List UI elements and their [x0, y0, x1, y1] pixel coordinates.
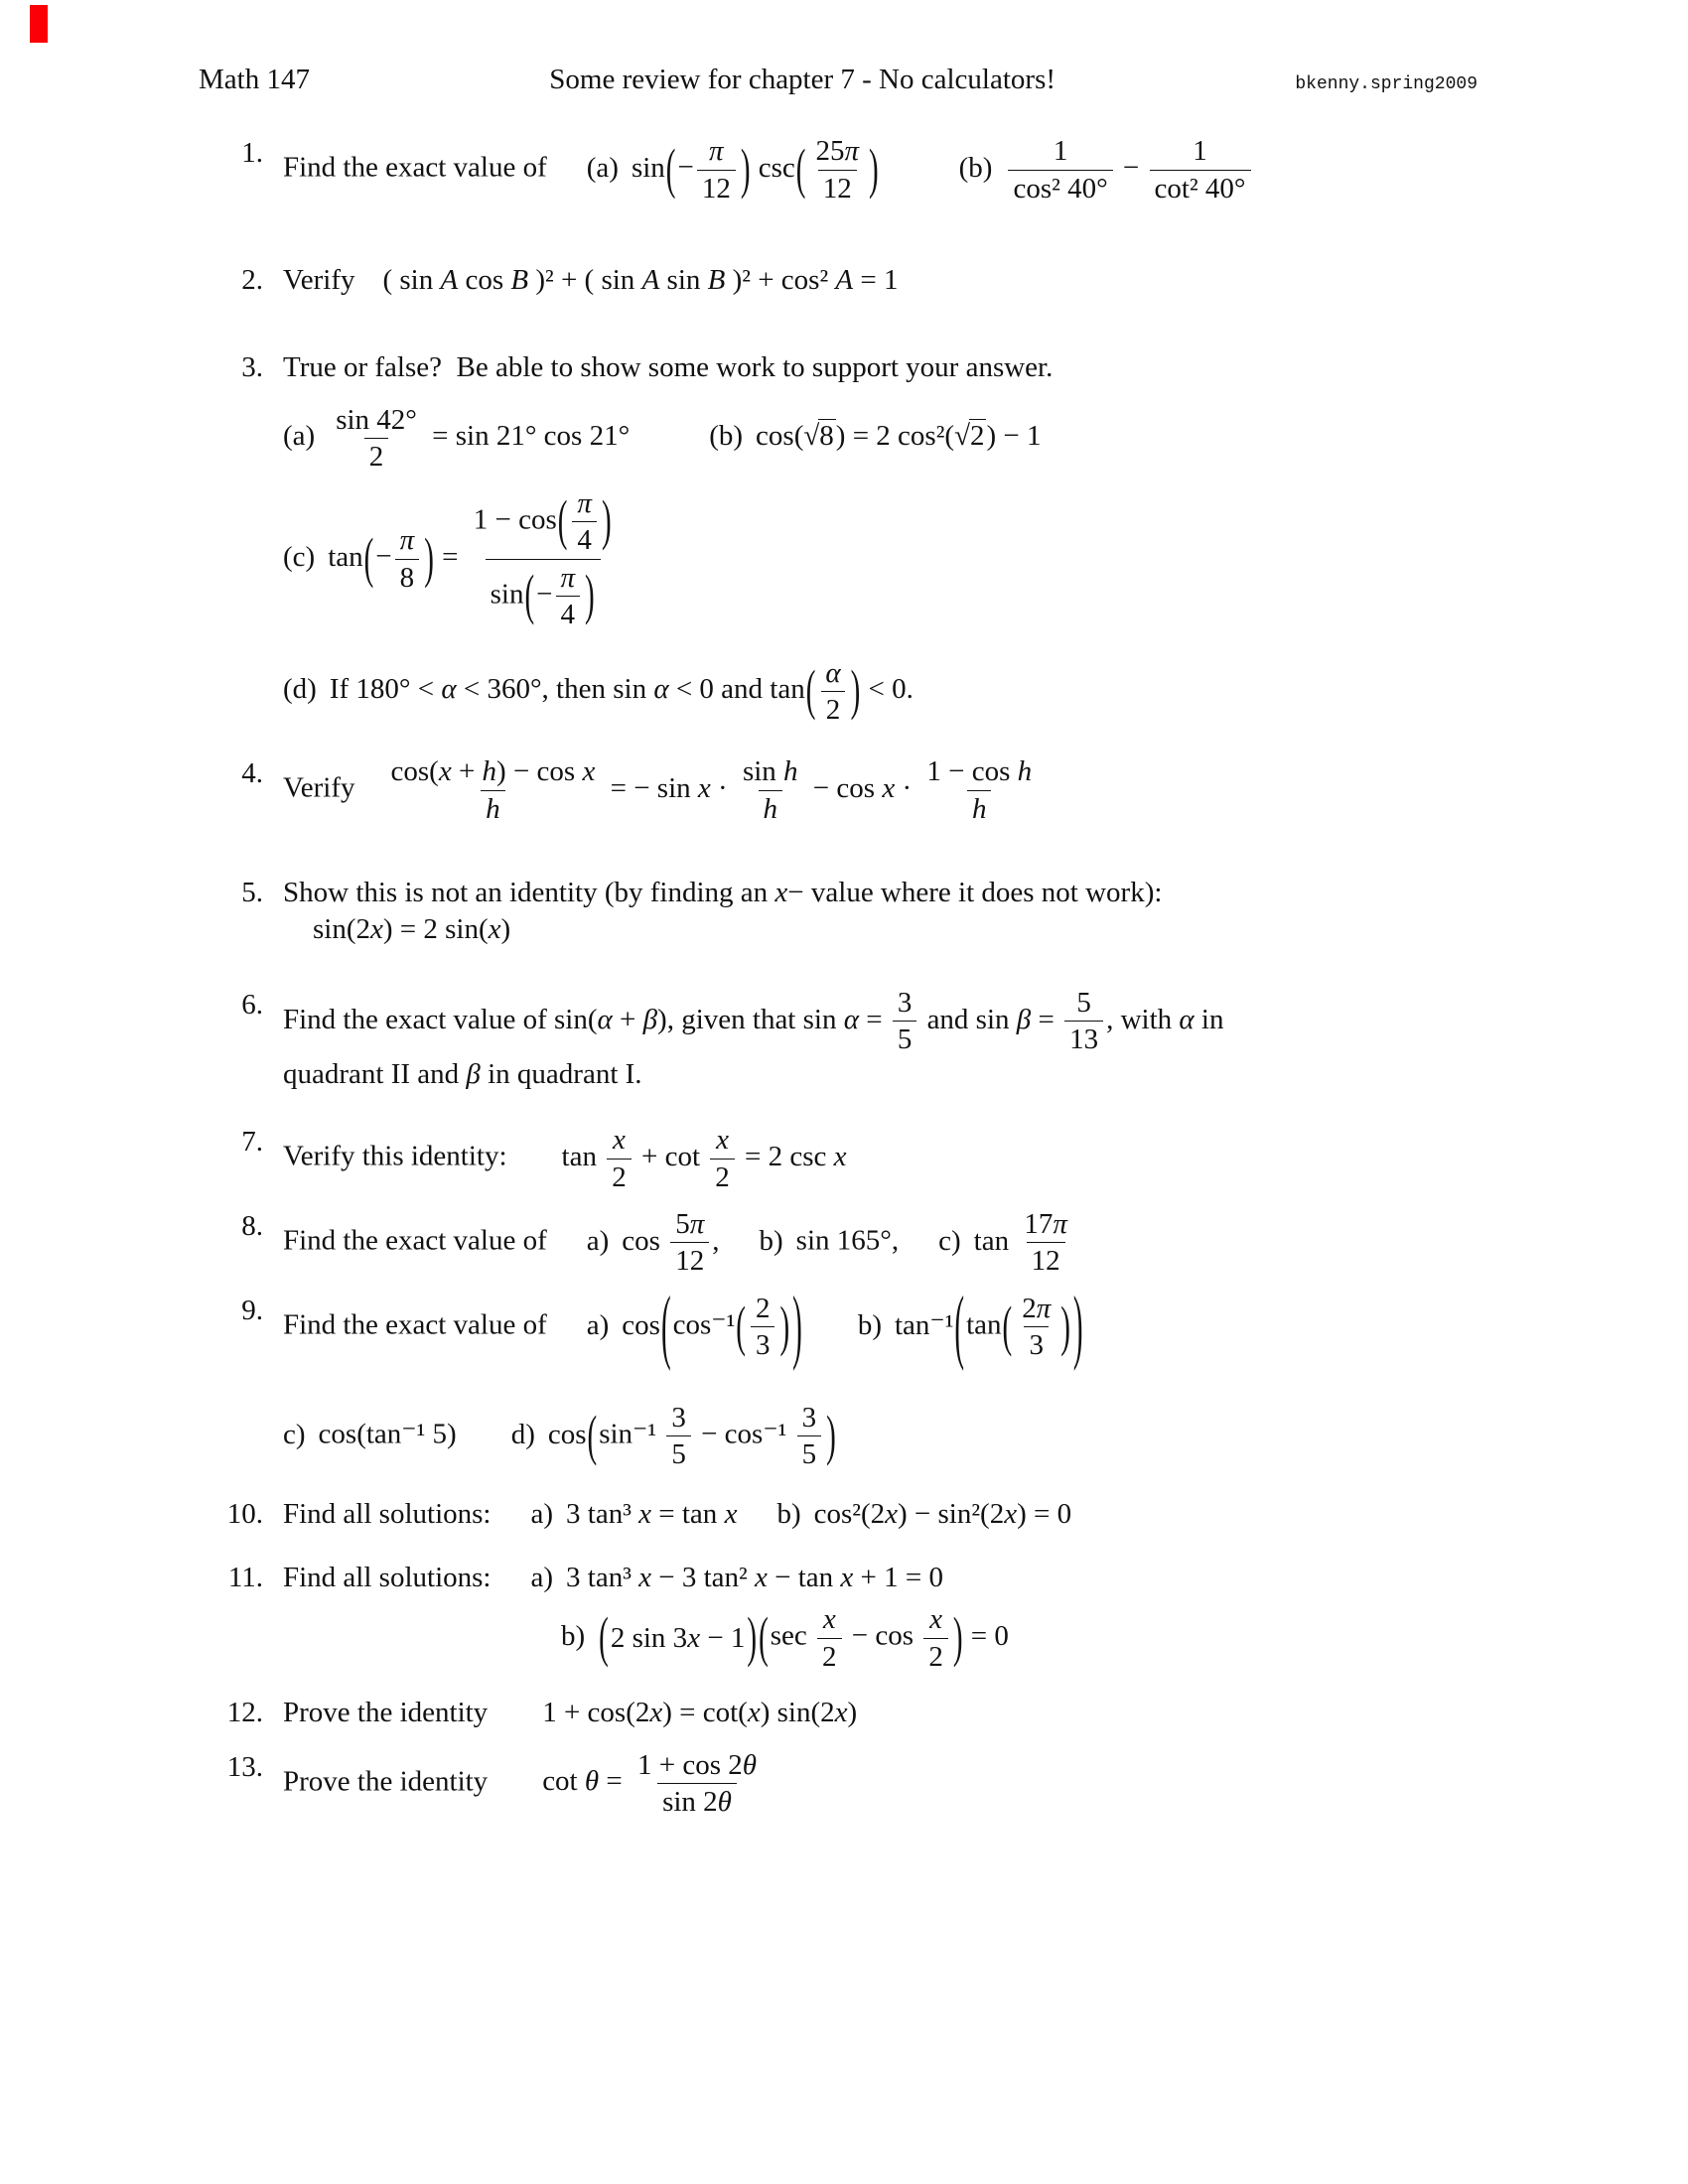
problem-2	[194, 262, 1539, 298]
formula-3d: If 180° < α < 360°, then sin α < 0 and tan ( $\frac{\alpha}{2}$ ) < 0.	[329, 656, 914, 726]
problem-6	[194, 987, 1539, 1092]
formula-2: ( sin A cos B )² + ( sin A sin B )² + cos² A = 1	[382, 264, 899, 297]
formula-3b: cos(√8) = 2 cos²(√2) − 1	[756, 420, 1042, 453]
formula-1a: sin ( − $\frac{\pi}{12}$ ) csc ( $\frac{25\pi}{12}$ )	[631, 135, 879, 205]
problem-5	[194, 875, 1539, 947]
problem-text: Prove the identity	[283, 1765, 489, 1798]
part-label-b: (b)	[958, 151, 993, 184]
problem-12-row	[283, 1695, 1539, 1730]
formula-11b: ( 2 sin 3x − 1 ) ( sec $\frac{x}{2}$ − cos $\frac{x}{2}$ ) = 0	[599, 1603, 1009, 1673]
problem-10	[194, 1496, 1539, 1532]
problem-1-row	[283, 135, 1539, 205]
formula-3a: $\frac{\sin 42^\circ}{2}$ = sin 21° cos 21°	[336, 403, 631, 474]
problem-6-line1	[283, 987, 1539, 1056]
problem-13	[194, 1749, 1539, 1819]
part-label-c: c)	[283, 1418, 306, 1450]
problem-5-line2	[313, 911, 1539, 947]
problem-number: 2.	[241, 264, 263, 297]
part-label-a: (a)	[586, 151, 619, 184]
problem-4-row	[283, 755, 1539, 825]
part-label-b: (b)	[709, 420, 744, 453]
problem-7-row	[283, 1124, 1539, 1193]
problem-4	[194, 755, 1539, 825]
problem-number: 8.	[241, 1210, 263, 1242]
problem-number: 10.	[226, 1497, 263, 1530]
red-marker	[30, 5, 48, 43]
problem-7	[194, 1124, 1539, 1193]
problem-11	[194, 1560, 1539, 1673]
formula-4: $\frac{\text{cos(x + h) − cos x}}{h}$ = − sin x · $\frac{\text{sin h}}{h}$ − cos x · $\frac{\text{1 − cos h}}{h}$	[390, 755, 1033, 825]
problem-text: Find the exact value of	[283, 1224, 547, 1257]
problem-1	[194, 135, 1539, 205]
formula-8c: tan $\frac{17\pi}{12}$	[973, 1208, 1067, 1278]
problem-number: 1.	[241, 137, 263, 170]
problem-11-row-b	[561, 1603, 1539, 1673]
formula-3c: tan ( − $\frac{\pi}{8}$ ) = 1 − cos ( $\frac{\pi}{4}$ ) sin ( − $\frac{\pi}{4}$ )	[328, 486, 612, 631]
formula-6: Find the exact value of sin(α + β), given that sin α = $\frac{3}{5}$ and sin β = $\frac{5}{13}$ , with α in	[283, 986, 1224, 1056]
part-label-a: a)	[586, 1224, 610, 1257]
part-label-c: c)	[938, 1224, 961, 1257]
page-title: Some review for chapter 7 - No calculators!	[549, 64, 1056, 95]
problem-number: 9.	[241, 1294, 263, 1326]
problem-text: Show this is not an identity (by finding an x− value where it does not work):	[283, 877, 1163, 909]
problem-number: 7.	[241, 1126, 263, 1159]
formula-9d: cos ( sin⁻¹ $\frac{3}{5}$ − cos⁻¹ $\frac{3}{5}$ )	[547, 1401, 836, 1471]
problem-2-row	[283, 262, 1539, 298]
problem-number: 3.	[241, 351, 263, 384]
problem-text: Find the exact value of	[283, 1308, 547, 1341]
problem-3-row-c	[283, 487, 1539, 631]
part-label-b: b)	[857, 1308, 882, 1341]
problem-3-row-ab	[283, 404, 1539, 474]
formula-7: tan $\frac{x}{2}$ + cot $\frac{x}{2}$ = 2 csc x	[561, 1124, 847, 1193]
formula-1b: $\frac{1}{\text{cos² 40°}}$ − $\frac{1}{\text{cot² 40°}}$	[1005, 152, 1253, 184]
formula-13: cot θ = $\frac{1 + \cos 2\theta}{\sin 2\theta}$	[542, 1748, 757, 1818]
problem-number: 5.	[241, 877, 263, 909]
problem-text: quadrant II and β in quadrant I.	[283, 1057, 642, 1090]
problem-3	[194, 349, 1539, 726]
problem-text: Prove the identity	[283, 1697, 489, 1729]
problem-11-row-a	[283, 1560, 1539, 1595]
problem-3-intro	[283, 349, 1539, 385]
part-label-b: b)	[759, 1224, 783, 1257]
part-label-d: d)	[510, 1418, 535, 1450]
problem-text: Verify	[283, 772, 355, 805]
formula-9a: cos ( cos⁻¹ ( $\frac{2}{3}$ ) )	[622, 1281, 802, 1373]
author-label: bkenny.spring2009	[1295, 74, 1477, 94]
problem-9	[194, 1281, 1539, 1471]
problem-number: 4.	[241, 757, 263, 790]
formula-8a: cos $\frac{5\pi}{12}$ ,	[622, 1208, 720, 1278]
part-label-b: b)	[776, 1497, 801, 1530]
formula-11a: 3 tan³ x − 3 tan² x − tan x + 1 = 0	[566, 1562, 944, 1594]
course-label: Math 147	[199, 64, 310, 95]
formula-5: sin(2x) = 2 sin(x)	[313, 912, 511, 945]
part-label-a: (a)	[283, 420, 316, 453]
problem-number: 12.	[226, 1697, 263, 1729]
part-label-b: b)	[561, 1619, 586, 1652]
problem-text: True or false? Be able to show some work to support your answer.	[283, 351, 1054, 384]
part-label-a: a)	[530, 1562, 554, 1594]
problem-9-row-cd	[283, 1402, 1539, 1471]
problem-number: 6.	[241, 988, 263, 1021]
problem-number: 13.	[226, 1750, 263, 1783]
problem-13-row	[283, 1749, 1539, 1819]
problem-text: Verify	[283, 264, 355, 297]
problem-12	[194, 1695, 1539, 1730]
problem-6-line2	[283, 1056, 1539, 1092]
formula-8b: sin 165°,	[795, 1224, 900, 1257]
part-label-a: a)	[586, 1308, 610, 1341]
problem-text: Find all solutions:	[283, 1562, 492, 1594]
formula-12: 1 + cos(2x) = cot(x) sin(2x)	[542, 1697, 858, 1729]
problem-text: Find the exact value of	[283, 151, 547, 184]
problem-10-row	[283, 1496, 1539, 1532]
problem-text: Verify this identity:	[283, 1140, 507, 1172]
formula-9b: tan⁻¹ ( tan ( $\frac{2\pi}{3}$ ) )	[894, 1281, 1083, 1373]
problem-5-line1	[283, 875, 1539, 910]
problem-number: 11.	[227, 1562, 263, 1594]
problem-list	[0, 97, 1688, 1818]
part-label-a: a)	[530, 1497, 554, 1530]
problem-text: Find all solutions:	[283, 1497, 492, 1530]
formula-9c: cos(tan⁻¹ 5)	[318, 1418, 457, 1450]
header	[0, 0, 1688, 97]
problem-8-row	[283, 1208, 1539, 1278]
problem-3-row-d	[283, 657, 1539, 727]
formula-10a: 3 tan³ x = tan x	[566, 1497, 738, 1530]
formula-10b: cos²(2x) − sin²(2x) = 0	[813, 1497, 1072, 1530]
problem-8	[194, 1208, 1539, 1278]
problem-9-row-ab	[283, 1281, 1539, 1373]
part-label-c: (c)	[283, 540, 316, 573]
part-label-d: (d)	[283, 673, 317, 706]
